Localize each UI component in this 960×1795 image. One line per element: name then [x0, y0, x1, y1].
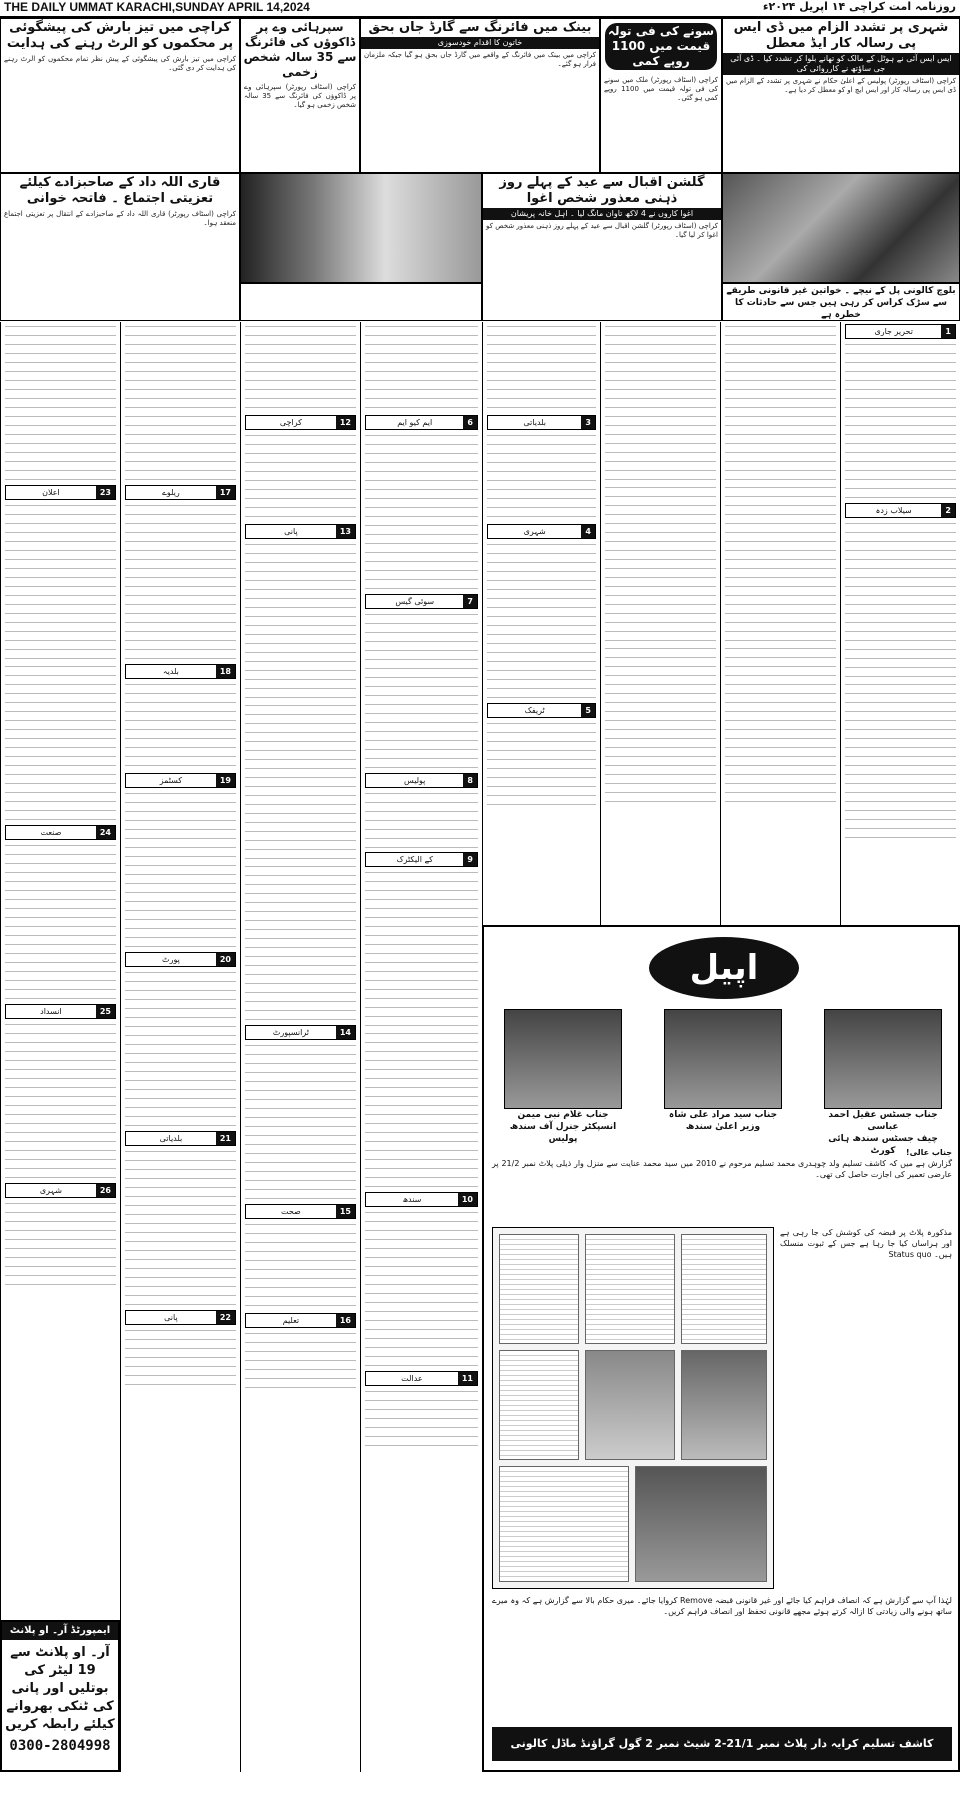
text-block — [725, 323, 836, 483]
appeal-side-text: مذکورہ پلاٹ پر قبضہ کی کوشش کی جا رہی ہے اور ہراساں کیا جا رہا ہے جس کے ثبوت منسلک ہیں۔ Status quo — [780, 1228, 952, 1259]
counter: 4 شہری — [487, 524, 596, 539]
story-rain-alert — [0, 18, 240, 173]
column-3 — [600, 322, 720, 926]
story-subheadline: خاتون کا اقدام خودسوزی — [361, 37, 599, 49]
counter: 12 کراچی — [245, 415, 356, 430]
text-block — [605, 484, 716, 644]
text-block — [125, 1148, 236, 1308]
appeal-signature: کاشف تسلیم کرایہ دار پلاٹ نمبر 21/1-2 شیٹ نمبر 2 گول گراؤنڈ ماڈل کالونی کراچی موبائل نمبر: 0321-2384884 — [492, 1727, 952, 1761]
photo-evidence-1 — [585, 1350, 675, 1460]
text-block — [605, 645, 716, 805]
counter: 17 ریلوے — [125, 485, 236, 500]
official-photo — [664, 1009, 782, 1109]
text-block — [365, 611, 478, 771]
text-block — [125, 969, 236, 1129]
column-5 — [360, 322, 482, 1772]
story-body: کراچی (اسٹاف رپورٹر) پولیس کے اعلیٰ حکام نے شہری پر تشدد کے الزام میں ڈی ایس پی رسالہ کار اور ایس ایچ او کو معطل کر دیا ہے۔ — [726, 77, 956, 94]
text-block — [487, 720, 596, 810]
text-block — [365, 790, 478, 850]
official-ig-police — [504, 1009, 622, 1145]
counter: 24 صنعت — [5, 825, 116, 840]
counter: 19 کسٹمز — [125, 773, 236, 788]
ad-body: آر۔ او پلانٹ سے 19 لیٹر کی بوتلیں اور پانی کی ٹنکی بھروانے کیلئے رابطہ کریں — [5, 1645, 115, 1732]
story-headline: بینک میں فائرنگ سے گارڈ جاں بحق — [368, 20, 592, 35]
counter: 8 پولیس — [365, 773, 478, 788]
document-5 — [499, 1466, 629, 1582]
text-block — [245, 702, 356, 862]
appeal-salutation: جناب عالی! — [905, 1148, 952, 1157]
text-block — [487, 323, 596, 413]
column-7 — [120, 322, 240, 1772]
meeting-caption — [240, 283, 482, 321]
text-block — [5, 842, 116, 1002]
counter: 20 پورٹ — [125, 952, 236, 967]
text-block — [845, 341, 956, 501]
column-6 — [240, 322, 360, 1772]
appeal-ad — [482, 925, 960, 1784]
text-block — [5, 323, 116, 483]
column-8 — [0, 322, 120, 1620]
text-block — [245, 541, 356, 701]
appeal-text: گزارش ہے میں کہ کاشف تسلیم ولد چوہدری محمد تسلیم مرحوم نے 2010 میں سید محمد عنایت سے منزل وار ذیلی پلاٹ نمبر 21/2 پر عارضی تعمیر کی اجازت حاصل کی تھی۔ — [492, 1159, 953, 1179]
story-body: کراچی (اسٹاف رپورٹر) قاری اللہ داد کے صاحبزادے کے انتقال پر تعزیتی اجتماع منعقد ہوا۔ — [4, 210, 236, 227]
text-block — [605, 323, 716, 483]
counter: 25 انسداد — [5, 1004, 116, 1019]
official-role: وزیر اعلیٰ سندھ — [685, 1122, 761, 1132]
column-1 — [840, 322, 960, 926]
story-body: کراچی میں بینک میں فائرنگ کے واقعے میں گارڈ جاں بحق ہو گیا جبکہ ملزمان فرار ہو گئے۔ — [364, 51, 596, 68]
column-4 — [482, 322, 600, 926]
story-gold-price — [600, 18, 722, 173]
counter: 7 سوئی گیس — [365, 594, 478, 609]
story-body: کراچی (اسٹاف رپورٹر) گلشن اقبال سے عید کے پہلے روز ذہنی معذور شخص کو اغوا کر لیا گیا۔ — [486, 222, 718, 239]
masthead — [0, 0, 960, 18]
text-block — [365, 1030, 478, 1190]
story-headline: شہری پر تشدد الزام میں ڈی ایس پی رسالہ کار ایڈ معطل — [733, 20, 949, 51]
ad-heading: ایمپورٹڈ آر۔ او پلانٹ — [2, 1622, 118, 1640]
text-block — [845, 520, 956, 680]
counter: 22 پانی — [125, 1310, 236, 1325]
text-block — [245, 1330, 356, 1390]
text-block — [725, 484, 836, 644]
story-condolence — [0, 173, 240, 321]
story-body: کراچی (اسٹاف رپورٹر) ملک میں سونے کی فی تولہ قیمت میں 1100 روپے کمی ہو گئی۔ — [604, 76, 718, 102]
text-block — [125, 681, 236, 771]
story-headline: گلشن اقبال سے عید کے پہلے روز ذہنی معذور شخص اغوا — [499, 175, 705, 206]
text-block — [365, 869, 478, 1029]
text-block — [365, 432, 478, 592]
story-subheadline: اغوا کاروں نے 4 لاکھ تاوان مانگ لیا ۔ اہل خانہ پریشان — [483, 208, 721, 220]
text-block — [245, 863, 356, 1023]
story-superhighway — [240, 18, 360, 173]
text-block — [365, 1209, 478, 1369]
text-block — [245, 1221, 356, 1311]
counter: 5 ٹریفک — [487, 703, 596, 718]
counter: 15 صحت — [245, 1204, 356, 1219]
counter: 18 بلدیہ — [125, 664, 236, 679]
text-block — [487, 541, 596, 701]
ro-plant-ad — [0, 1620, 120, 1772]
story-body: کراچی میں تیز بارش کی پیشگوئی کے پیش نظر تمام محکموں کو الرٹ رہنے کی ہدایت کر دی گئی۔ — [4, 55, 236, 72]
photo-evidence-2 — [681, 1350, 767, 1460]
counter: 14 ٹرانسپورٹ — [245, 1025, 356, 1040]
text-block — [365, 323, 478, 413]
story-dsp-suspended — [722, 18, 960, 173]
counter: 6 ایم کیو ایم — [365, 415, 478, 430]
document-1 — [499, 1234, 579, 1344]
text-block — [245, 323, 356, 413]
text-block — [5, 663, 116, 823]
text-block — [125, 502, 236, 662]
story-headline: قاری اللہ داد کے صاحبزادے کیلئے تعزیتی اجتماع ۔ فاتحہ خوانی — [19, 175, 221, 206]
column-2 — [720, 322, 840, 926]
document-2 — [585, 1234, 675, 1344]
appeal-closing: لہٰذا آپ سے گزارش ہے کہ انصاف فراہم کیا جائے اور غیر قانونی قبضہ Remove کروایا جائے۔ میری حکام بالا سے گزارش ہے کہ وہ میرے ساتھ ہونے والی زیادتی کا ازالہ کرتے ہوئے مجھے قانونی تحفظ اور انصاف فراہم کریں۔ — [492, 1596, 952, 1616]
counter: 10 سندھ — [365, 1192, 478, 1207]
official-role: انسپکٹر جنرل آف سندھ پولیس — [509, 1122, 617, 1144]
story-body: کراچی (اسٹاف رپورٹر) سپرہائی وے پر ڈاکوؤں کی فائرنگ سے 35 سالہ شخص زخمی ہو گیا۔ — [244, 83, 356, 109]
photo-evidence-3 — [635, 1466, 767, 1582]
masthead-english: THE DAILY UMMAT KARACHI,SUNDAY APRIL 14,2024 — [4, 0, 310, 14]
counter: 9 کے الیکٹرک — [365, 852, 478, 867]
counter: 1 تحریر جاری — [845, 324, 956, 339]
document-3 — [681, 1234, 767, 1344]
text-block — [125, 1327, 236, 1387]
official-photo — [504, 1009, 622, 1109]
appeal-title: اپیل — [649, 937, 799, 999]
caption-text: بلوچ کالونی پل کے نیچے ۔ خواتین غیر قانونی طریقے سے سڑک کراس کر رہی ہیں جس سے حادثات کا خطرہ ہے — [726, 286, 956, 320]
text-block — [245, 1042, 356, 1202]
photo-caption — [722, 283, 960, 321]
meeting-photo — [240, 173, 482, 283]
counter: 2 سیلاب زدہ — [845, 503, 956, 518]
counter: 26 شہری — [5, 1183, 116, 1198]
appeal-body — [492, 1147, 952, 1180]
official-name: جناب جسٹس عقیل احمد عباسی — [828, 1110, 938, 1132]
counter: 11 عدالت — [365, 1371, 478, 1386]
traffic-photo — [722, 173, 960, 283]
official-name: جناب سید مراد علی شاہ — [668, 1110, 778, 1120]
official-name: جناب غلام نبی میمن — [517, 1110, 609, 1120]
text-block — [125, 323, 236, 483]
official-chief-justice — [824, 1009, 942, 1157]
text-block — [487, 432, 596, 522]
text-block — [845, 681, 956, 841]
counter: 13 پانی — [245, 524, 356, 539]
story-headline: سونے کی فی تولہ قیمت میں 1100 روپے کمی — [605, 23, 717, 70]
story-subheadline: ایس ایس آئی نے ہوٹل کے مالک کو تھانے بلوا کر تشدد کیا ۔ ڈی آئی جی ساؤتھ نے کارروائی کی — [723, 53, 959, 75]
story-headline: سپرہائی وے پر ڈاکوؤں کی فائرنگ سے 35 سالہ شخص زخمی — [243, 20, 357, 79]
story-kidnapping — [482, 173, 722, 321]
story-bank-firing — [360, 18, 600, 173]
counter: 21 بلدیاتی — [125, 1131, 236, 1146]
counter: 16 تعلیم — [245, 1313, 356, 1328]
evidence-documents — [492, 1227, 774, 1589]
text-block — [725, 645, 836, 805]
text-block — [5, 502, 116, 662]
text-block — [5, 1021, 116, 1181]
text-block — [5, 1200, 116, 1290]
official-chief-minister — [664, 1009, 782, 1133]
document-4 — [499, 1350, 579, 1460]
text-block — [365, 1388, 478, 1448]
counter: 3 بلدیاتی — [487, 415, 596, 430]
story-headline: کراچی میں تیز بارش کی پیشگوئی پر محکموں کو الرٹ رہنے کی ہدایت — [6, 20, 234, 51]
masthead-urdu: روزنامہ امت کراچی ۱۴ اپریل ۲۰۲۴ء — [762, 0, 956, 13]
ad-phone[interactable]: 0300-2804998 — [9, 1738, 111, 1754]
text-block — [245, 432, 356, 522]
official-role: چیف جسٹس سندھ ہائی کورٹ — [828, 1134, 938, 1156]
official-photo — [824, 1009, 942, 1109]
counter: 23 اعلان — [5, 485, 116, 500]
text-block — [125, 790, 236, 950]
